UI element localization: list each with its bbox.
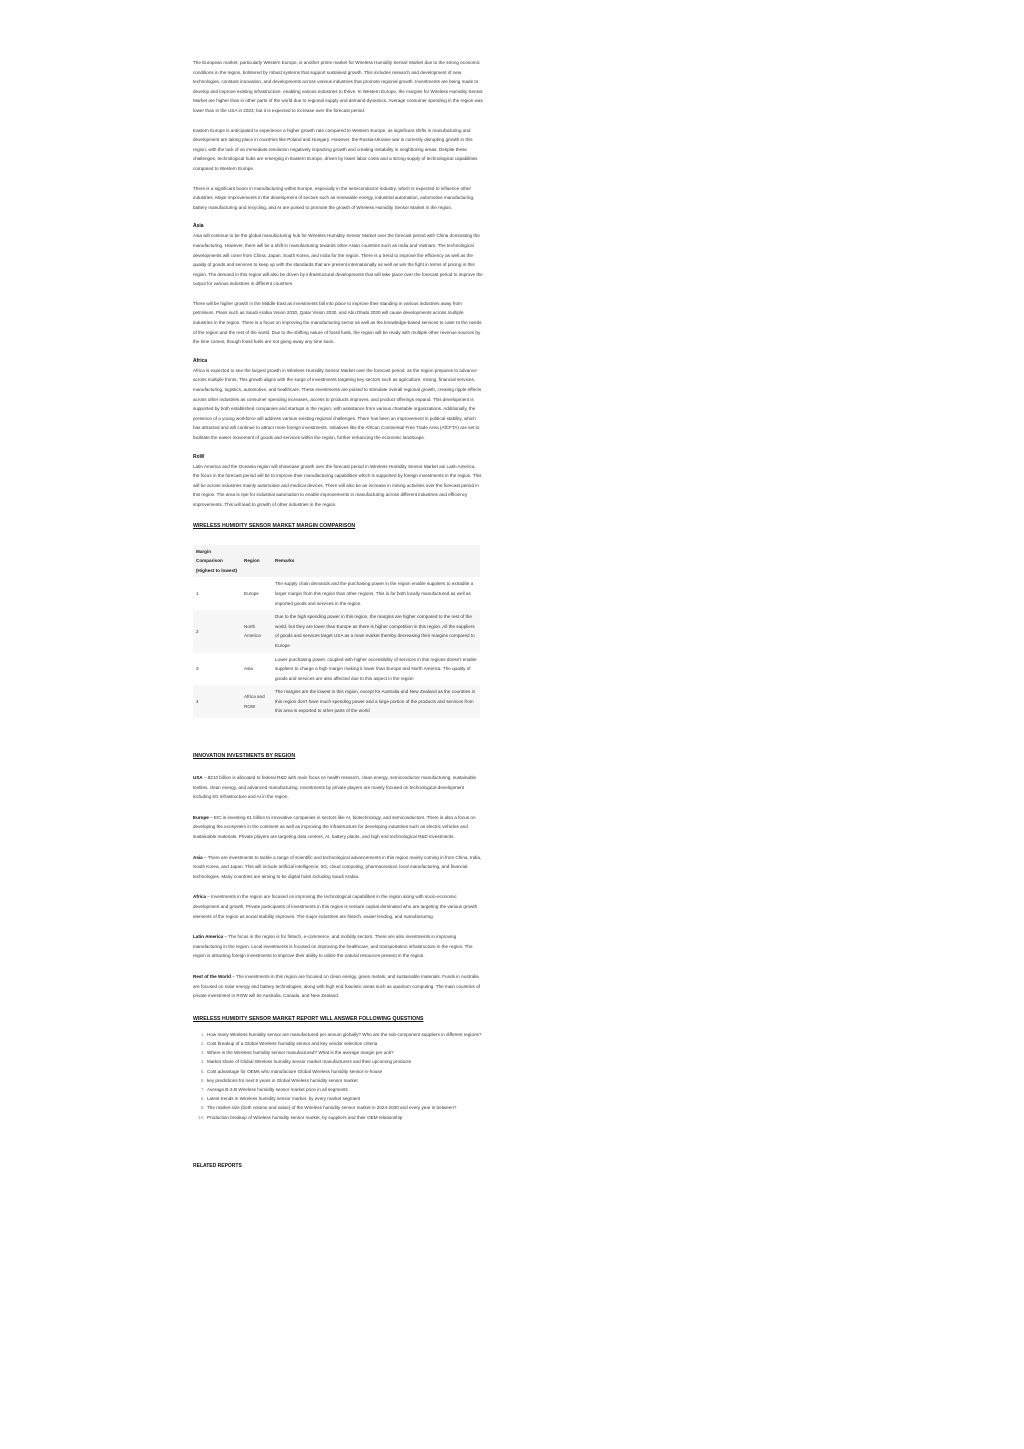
innovation-europe-text: – EIC is investing €1 billion to innovative companies in sectors like AI, biotechnology, and semiconductors. There is also a focus on developing the ecosystem in the continent as well as improving the infrastructure for developing industries such as electric vehicles and sustainable materials. Private players are targeting data centers, AI, battery plants, and high end technological R&D investments.	[193, 814, 476, 840]
africa-heading: Africa	[193, 357, 208, 364]
table-header-row	[193, 545, 480, 578]
list-item: 4. Market share of Global Wireless humidity sensor market manufacturers and their upcoming products	[206, 1057, 483, 1066]
region-cell: Africa and ROW	[241, 685, 272, 718]
innovation-latin-america-lead: Latin America	[193, 934, 224, 940]
innovation-latin-america	[193, 932, 483, 961]
asia-heading: Asia	[193, 223, 204, 230]
africa-paragraph: Africa is expected to see the largest growth in Wireless Humidity Sensor Market over the forecast period, as the region prepares to advance across multiple fronts. This growth aligns with the surge of investments targeting key sectors such as agriculture, mining, financial services, manufacturing, logistics, automotive, and healthcare. These investments are poised to stimulate overall regional growth, creating ripple effects across other industries as consumer spending increases, access to products improves, and product offerings expand. This development is supported by both established companies and startups in the region, with assistance from various charitable organizations. Additionally, the presence of a young workforce will address various existing regional challenges. There has been an improvement in political stability, which has attracted and will continue to attract more foreign investments. Initiatives like the African Continental Free Trade Area (AfCFTA) are set to facilitate the easier movement of goods and services within the region, further enhancing the economic landscape.	[193, 367, 482, 440]
document-page	[193, 58, 483, 1171]
list-item: 8. Latest trends in Wireless humidity sensor market, by every market segment	[206, 1094, 483, 1103]
europe-paragraph-2: Eastern Europe is anticipated to experience a higher growth rate compared to Western Europe, as significant shifts in manufacturing and development are taking place in countries like Poland and Hungary. However, the Russia-Ukraine war is currently disrupting growth in this region, with the lack of an immediate resolution negatively impacting growth and creating instability in neighboring areas. Despite these challenges, technological hubs are emerging in Eastern Europe, driven by lower labor costs and a strong supply of technological capabilities compared to Western Europe.	[193, 127, 478, 171]
remarks-cell: The supply chain demands and the purchasing power in the region enable suppliers to extradite a larger margin from this region than other regions. This is for both locally manufactured as well as imported goods and services in the region.	[272, 577, 480, 610]
middle-east-paragraph: There will be higher growth in the Middle East as investments fall into place to improve their standing in various industries away from petroleum. Plans such as Saudi Arabia Vision 2030, Qatar Vision 2030, and Abu Dhabi 2030 will cause developments across multiple industries in the region. There is a focus on improving the manufacturing sector as well as the knowledge-based services to cater to the needs of the region and the rest of the world. Due to the shifting nature of fossil fuels, the region will be ready with multiple other revenue sources by the time comes, though fossil fuels are not going away any time soon.	[193, 300, 482, 345]
rank-cell: 3	[193, 653, 241, 686]
innovation-asia-text: – There are investments to tackle a range of scientific and technological advancements in this region mainly coming in from China, India, South Korea, and Japan. This will include artificial intelligence, 5G, cloud computing, pharmaceutical, local manufacturing, and financial technologies. Many countries are aiming to be digital hubs including Saudi Arabia.	[193, 854, 482, 879]
rank-cell: 1	[193, 577, 241, 610]
table-row	[193, 685, 480, 718]
europe-paragraph-3: There is a significant boom in manufacturing within Europe, especially in the semiconductor industry, which is expected to influence other industries. Major improvements in the development of sectors such as renewable energy, industrial automation, automotive manufacturing, battery manufacturing and recycling, and AI are poised to promote the growth of Wireless Humidity Sensor Market in the region.	[193, 185, 475, 210]
region-cell: North America	[241, 610, 272, 652]
table-row	[193, 653, 480, 686]
innovation-africa	[193, 892, 483, 921]
remarks-cell: The margins are the lowest in this region, except for Australia and New Zealand as the countries in this region don't have much spending power and a large portion of the products and services from this area is exported to other parts of the world	[272, 685, 480, 718]
innovation-asia	[193, 853, 483, 882]
margin-comparison-table	[193, 545, 480, 719]
region-cell: Asia	[241, 653, 272, 686]
remarks-cell: Due to the high spending power in this region, the margins are higher compared to the rest of the world, but they are lower than Europe as there is higher competition in this region. All the suppliers of goods and services target USA as a main market thereby decreasing their margins compared to Europe	[272, 610, 480, 652]
innovation-europe-lead: Europe	[193, 814, 209, 820]
table-row	[193, 577, 480, 610]
innovation-rest-of-world	[193, 972, 483, 1001]
table-row	[193, 610, 480, 652]
asia-paragraph-1: Asia will continue to be the global manufacturing hub for Wireless Humidity Sensor Market over the forecast period with China dominating the manufacturing. However, there will be a shift in manufacturing towards other Asian countries such as India and Vietnam. The technological developments will come from China, Japan, South Korea, and India for the region. There is a trend to improve the efficiency as well as the quality of goods and services to keep up with the standards that are present internationally as well as win the fight in terms of pricing in this region. The demand in this region will also be driven by infrastructural developments that will take place over the forecast period to improve the output for various industries in different countries.	[193, 233, 483, 287]
questions-heading: WIRELESS HUMIDITY SENSOR MARKET REPORT WILL ANSWER FOLLOWING QUESTIONS	[193, 1015, 424, 1022]
rank-cell: 2	[193, 610, 241, 652]
list-item: 7. Average B-2-B Wireless humidity sensor market price in all segments	[206, 1085, 483, 1094]
rank-cell: 4	[193, 685, 241, 718]
remarks-cell: Lower purchasing power, coupled with higher accessibility of services in this regions doesn't enable suppliers to charge a high margin making it lower than Europe and North America. The quality of goods and services are also affected due to this aspect in the region	[272, 653, 480, 686]
region-cell: Europe	[241, 577, 272, 610]
innovation-rest-of-world-lead: Rest of the World	[193, 973, 231, 979]
list-item: 6. key predictions for next 5 years in Global Wireless humidity sensor market	[206, 1076, 483, 1085]
row-heading: RoW	[193, 453, 205, 460]
list-item: 3. Where is the Wireless humidity sensor manufactured? What is the average margin per unit?	[206, 1048, 483, 1057]
list-item: 5. Cost advantage for OEMs who manufacture Global Wireless humidity sensor in-house	[206, 1067, 483, 1076]
list-item: 10. Production breakup of Wireless humidity sensor market, by suppliers and their OEM relationship	[206, 1113, 483, 1122]
column-header-rank: Margin Comparison (Highest to lowest)	[193, 545, 241, 578]
column-header-region: Region	[241, 545, 272, 578]
questions-list	[193, 1030, 483, 1122]
innovation-usa-text: – $210 billion is allocated to federal R&D with main focus on health research, clean energy, semiconductor manufacturing, sustainable textiles, clean energy, and advanced manufacturing. Investments by private players are mainly focused on technological development including 5G infrastructure and AI in the region.	[193, 775, 477, 800]
innovation-europe	[193, 813, 483, 842]
innovation-africa-text: – Investments in the region are focused on improving the technological capabilities in the region along with socio-economic development and growth. Private participants of investments in this region is venture capital dominated who are targeting the various growth elements of the region as social stability improves. The major industries are fintech, easier lending, and manufacturing.	[193, 894, 478, 919]
column-header-remarks: Remarks	[272, 545, 480, 578]
row-paragraph: Latin America and the Oceania region will showcase growth over the forecast period in Wireless Humidity Sensor Market ain Latin America, the focus in the forecast period will be to improve their manufacturing capabilities which is supported by foreign investments in the region. This will be across industries mainly automotive and medical devices. There will also be an increase in mining activities over the forecast period in this region. The area is ripe for industrial automation to enable improvements in manufacturing across different industries and efficiency improvements. This will lead to growth of other industries in the region.	[193, 463, 482, 507]
list-item: 2. Cost breakup of a Global Wireless humidity sensor and key vendor selection criteria	[206, 1039, 483, 1048]
europe-paragraph-1: The European market, particularly Western Europe, is another prime market for Wireless Humidity Sensor Market due to the strong economic conditions in the region, bolstered by robust systems that support sustained growth. This includes research and development of new technologies, constant innovation, and developments across various industries that promote regional growth. Investments are being made to develop and improve existing infrastructure, enabling various industries to thrive. In Western Europe, the margins for Wireless Humidity Sensor Market are higher than in other parts of the world due to regional supply and demand dynamics. Average consumer spending in the region was lower than in the USA in 2023, but it is expected to increase over the forecast period.	[193, 60, 483, 113]
innovation-latin-america-text: – The focus in the region is for fintech, e-commerce, and mobility sectors. There are also investments in improving manufacturing in the region. Local investments is focused on improving the healthcare, and transportation infrastructure in the region. The region is attracting foreign investments to improve their ability to utilize the natural resources present in the region.	[193, 934, 473, 959]
innovation-heading: INNOVATION INVESTMENTS BY REGION	[193, 753, 296, 760]
list-item: 1. How many Wireless humidity sensor are manufactured per annum globally? Who are the sub-component suppliers in different regions?	[206, 1030, 483, 1039]
list-item: 9. The market size (both volume and value) of the Wireless humidity sensor market in 2024-2030 and every year in between?	[206, 1103, 483, 1112]
margin-comparison-heading: WIRELESS HUMIDITY SENSOR MARKET MARGIN COMPARISON	[193, 522, 356, 529]
innovation-usa-lead: USA	[193, 775, 203, 781]
innovation-usa	[193, 773, 483, 802]
innovation-rest-of-world-text: – The investments in this region are focused on clean energy, green metals, and sustainable materials. Funds in Australia are focused on solar energy and battery technologies, along with high end futuristic areas such as quantum computing. The main countries of private investment in ROW will be Australia, Canada, and New Zealand.	[193, 973, 480, 999]
innovation-africa-lead: Africa	[193, 894, 207, 900]
related-reports-heading: RELATED REPORTS	[193, 1162, 242, 1169]
innovation-asia-lead: Asia	[193, 854, 203, 860]
